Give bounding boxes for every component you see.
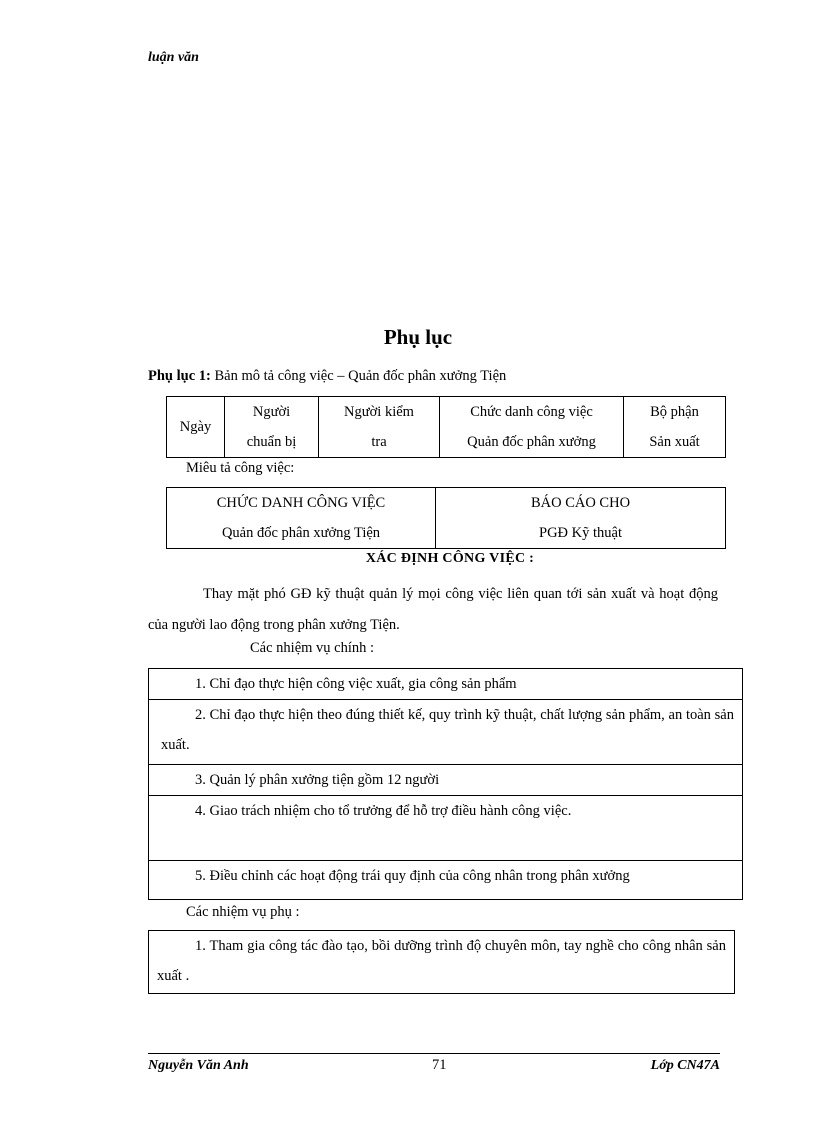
sub-tasks-table bbox=[148, 930, 735, 994]
page-title: Phụ lục bbox=[383, 325, 453, 349]
job-title-table bbox=[166, 487, 726, 549]
footer-divider bbox=[148, 1053, 720, 1054]
intro-paragraph: Thay mặt phó GĐ kỹ thuật quản lý mọi công việc liên quan tới sản xuất và hoạt động của người lao động trong phân xưởng Tiện. bbox=[148, 586, 718, 633]
cell-nguoi-chuan-bi: Người chuẩn bị bbox=[225, 397, 319, 458]
main-task-row: 2. Chỉ đạo thực hiện theo đúng thiết kế, quy trình kỹ thuật, chất lượng sản phẩm, an toàn sản xuất. bbox=[149, 700, 743, 765]
sub-tasks-label: Các nhiệm vụ phụ : bbox=[186, 904, 300, 920]
info-table bbox=[166, 396, 726, 458]
main-task-row: 3. Quản lý phân xưởng tiện gồm 12 người bbox=[149, 765, 743, 796]
cell-chuc-danh: Chức danh công việc Quản đốc phân xưởng bbox=[440, 397, 624, 458]
section-heading: XÁC ĐỊNH CÔNG VIỆC : bbox=[365, 551, 535, 566]
main-task-row: 4. Giao trách nhiệm cho tổ trưởng để hỗ trợ điều hành công việc. bbox=[149, 796, 743, 861]
footer-author: Nguyễn Văn Anh bbox=[148, 1058, 249, 1073]
main-task-row: 1. Chỉ đạo thực hiện công việc xuất, gia công sản phẩm bbox=[149, 669, 743, 700]
cell-ngay: Ngày bbox=[167, 397, 225, 458]
appendix-subtitle bbox=[148, 368, 506, 385]
page-number: 71 bbox=[432, 1057, 447, 1073]
description-label: Miêu tả công việc: bbox=[186, 460, 295, 476]
footer-class: Lớp CN47A bbox=[650, 1058, 720, 1073]
appendix-subtitle-text: Bản mô tả công việc – Quản đốc phân xưởng Tiện bbox=[210, 368, 507, 384]
cell-bo-phan: Bộ phận Sản xuất bbox=[624, 397, 726, 458]
main-task-row: 5. Điều chỉnh các hoạt động trái quy định của công nhân trong phân xưởng bbox=[149, 861, 743, 900]
appendix-subtitle-label: Phụ lục 1: bbox=[148, 368, 211, 384]
main-tasks-label: Các nhiệm vụ chính : bbox=[250, 640, 375, 656]
sub-task-row: 1. Tham gia công tác đào tạo, bồi dưỡng trình độ chuyên môn, tay nghề cho công nhân sản xuất . bbox=[149, 931, 735, 994]
cell-nguoi-kiem-tra: Người kiểm tra bbox=[319, 397, 440, 458]
cell-job-title: CHỨC DANH CÔNG VIỆC Quản đốc phân xưởng Tiện bbox=[167, 488, 436, 549]
main-tasks-table bbox=[148, 668, 743, 900]
running-header: luận văn bbox=[148, 50, 199, 65]
cell-report-to: BÁO CÁO CHO PGĐ Kỹ thuật bbox=[436, 488, 726, 549]
